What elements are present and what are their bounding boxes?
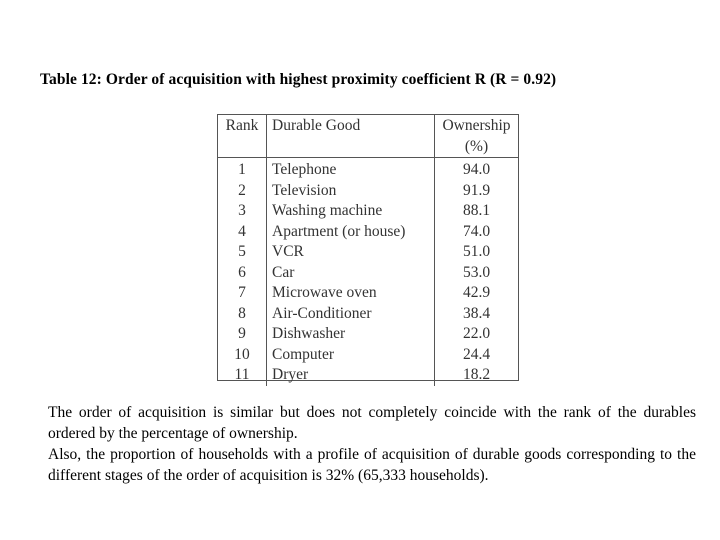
- table-row: [218, 365, 518, 386]
- durable-good-cell: VCR: [267, 242, 435, 263]
- table-row: [218, 345, 518, 366]
- durable-good-cell: Apartment (or house): [267, 222, 435, 243]
- rank-cell: 9: [218, 324, 267, 345]
- table-row: [218, 158, 518, 181]
- durable-good-cell: Car: [267, 263, 435, 284]
- rank-cell: 8: [218, 304, 267, 325]
- rank-cell: 3: [218, 201, 267, 222]
- table-header-row: [218, 115, 518, 158]
- ownership-cell: 42.9: [462, 284, 491, 301]
- table-row: [218, 181, 518, 202]
- ownership-cell: 53.0: [462, 263, 491, 281]
- durable-good-cell: Telephone: [267, 158, 435, 181]
- durable-good-cell: Dryer: [267, 365, 435, 386]
- ownership-cell: 94.0: [462, 161, 491, 178]
- table-row: [218, 222, 518, 243]
- table-row: [218, 263, 518, 284]
- rank-cell: 4: [218, 222, 267, 243]
- durable-good-cell: Microwave oven: [267, 283, 435, 304]
- table-row: [218, 283, 518, 304]
- ownership-cell: 22.0: [462, 325, 491, 342]
- ownership-table-grid: [218, 115, 518, 386]
- ownership-cell: 51.0: [462, 243, 491, 260]
- header-rank: Rank: [218, 115, 267, 158]
- body-text: [48, 402, 696, 486]
- rank-cell: 1: [218, 158, 267, 181]
- ownership-cell: 74.0: [462, 222, 491, 240]
- durable-good-cell: Dishwasher: [267, 324, 435, 345]
- paragraph-proportion: Also, the proportion of households with a profile of acquisition of durable goods corresponding to the different stages of the order of acquisition is 32% (65,333 households).: [48, 446, 696, 484]
- header-durable-good: Durable Good: [267, 115, 435, 158]
- ownership-cell: 24.4: [462, 345, 491, 363]
- durable-good-cell: Computer: [267, 345, 435, 366]
- durable-good-cell: Washing machine: [267, 201, 435, 222]
- header-ownership: Ownership (%): [435, 115, 519, 158]
- rank-cell: 7: [218, 283, 267, 304]
- rank-cell: 10: [218, 345, 267, 366]
- rank-cell: 6: [218, 263, 267, 284]
- table-row: [218, 242, 518, 263]
- rank-cell: 5: [218, 242, 267, 263]
- table-row: [218, 324, 518, 345]
- ownership-cell: 88.1: [462, 202, 491, 219]
- durable-good-cell: Television: [267, 181, 435, 202]
- table-row: [218, 201, 518, 222]
- rank-cell: 2: [218, 181, 267, 202]
- rank-cell: 11: [218, 365, 267, 386]
- ownership-cell: 91.9: [462, 181, 491, 199]
- ownership-cell: 38.4: [462, 304, 491, 322]
- paragraph-ordering: The order of acquisition is similar but does not completely coincide with the rank of the durables ordered by the percentage of ownership.: [48, 404, 696, 442]
- table-row: [218, 304, 518, 325]
- ownership-table: [217, 114, 519, 381]
- durable-good-cell: Air-Conditioner: [267, 304, 435, 325]
- ownership-cell: 18.2: [462, 366, 491, 383]
- table-title: Table 12: Order of acquisition with highest proximity coefficient R (R = 0.92): [40, 71, 557, 88]
